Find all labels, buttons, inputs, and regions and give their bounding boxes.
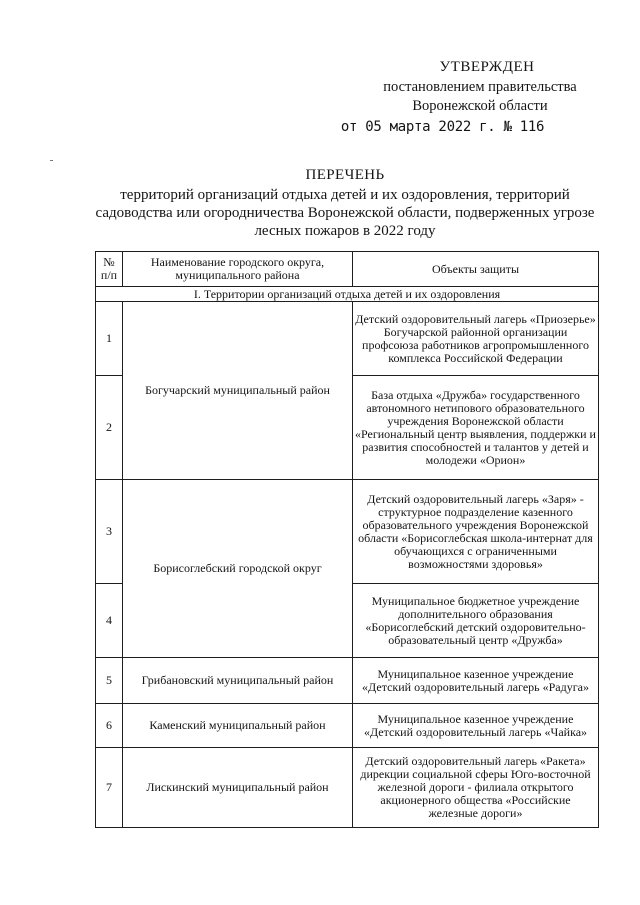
district-name: Борисоглебский городской округ [123, 480, 353, 658]
table-row [96, 748, 599, 828]
row-number: 5 [96, 658, 123, 704]
row-number: 4 [96, 584, 123, 658]
approval-title: УТВЕРЖДЕН [439, 59, 535, 75]
row-number: 2 [96, 376, 123, 480]
table-row [96, 658, 599, 704]
section-title: I. Территории организаций отдыха детей и их оздоровления [96, 287, 599, 302]
section-row [96, 287, 599, 302]
protection-object: База отдыха «Дружба» государственного автономного нетипового образовательного учреждения Воронежской области «Региональный центр выявления, поддержки и развития способностей и талантов у детей и молодежи «Орион» [353, 376, 599, 480]
approval-date-number: от 05 марта 2022 г. № 116 [340, 119, 545, 135]
protection-object: Детский оздоровительный лагерь «Заря» - структурное подразделение казенного образовательного учреждения Воронежской области «Борисоглебская школа-интернат для обучающихся с ограниченными возможностями здоровья» [353, 480, 599, 584]
row-number: 1 [96, 302, 123, 376]
header-district: Наименование городского округа, муниципального района [123, 252, 353, 287]
table-row [96, 704, 599, 748]
row-number: 3 [96, 480, 123, 584]
table-row [96, 480, 599, 584]
table-row [96, 302, 599, 376]
approval-line-2: Воронежской области [412, 98, 548, 114]
approval-line-1: постановлением правительства [383, 79, 577, 95]
district-name: Лискинский муниципальный район [123, 748, 353, 828]
district-name: Грибановский муниципальный район [123, 658, 353, 704]
header-objects: Объекты защиты [353, 252, 599, 287]
protection-object: Муниципальное казенное учреждение «Детский оздоровительный лагерь «Чайка» [353, 704, 599, 748]
document-description: территорий организаций отдыха детей и их оздоровления, территорий садоводства или огородничества Воронежской области, подверженных угрозе лесных пожаров в 2022 году [95, 187, 595, 239]
margin-mark [50, 160, 53, 161]
protection-object: Детский оздоровительный лагерь «Приозерье» Богучарской районной организации профсоюза работников агропромышленного комплекса Российской Федерации [353, 302, 599, 376]
protection-objects-table [95, 251, 599, 828]
header-number: № п/п [96, 252, 123, 287]
protection-object: Муниципальное казенное учреждение «Детский оздоровительный лагерь «Радуга» [353, 658, 599, 704]
protection-object: Муниципальное бюджетное учреждение дополнительного образования «Борисоглебский детский оздоровительно-образовательный центр «Дружба» [353, 584, 599, 658]
row-number: 6 [96, 704, 123, 748]
protection-object: Детский оздоровительный лагерь «Ракета» дирекции социальной сферы Юго-восточной железной дороги - филиала открытого акционерного общества «Российские железные дороги» [353, 748, 599, 828]
table-header-row [96, 252, 599, 287]
row-number: 7 [96, 748, 123, 828]
district-name: Каменский муниципальный район [123, 704, 353, 748]
document-title: ПЕРЕЧЕНЬ [305, 167, 385, 183]
district-name: Богучарский муниципальный район [123, 302, 353, 480]
